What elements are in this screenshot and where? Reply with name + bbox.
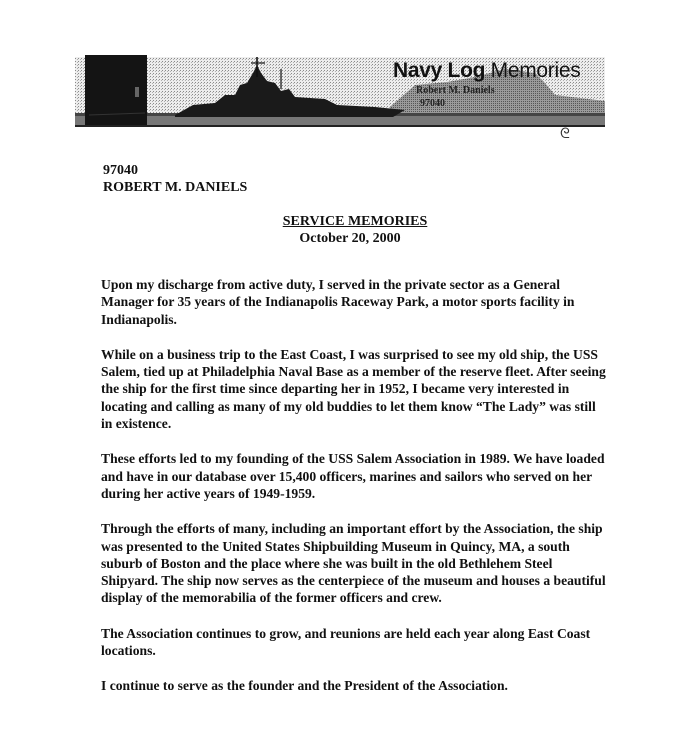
paragraph: Upon my discharge from active duty, I served in the private sector as a General Manager for 35 years of the Indianapolis Raceway Park, a motor sports facility in Indianapolis. xyxy=(101,277,575,327)
document-title: SERVICE MEMORIES xyxy=(282,214,428,229)
paragraph: The Association continues to grow, and reunions are held each year along East Coast locations. xyxy=(101,625,591,659)
banner-title: Navy Log Memories xyxy=(393,59,581,82)
handwritten-mark: ᘓ xyxy=(560,126,570,142)
record-id: 97040 xyxy=(103,163,138,178)
banner-author-name: Robert M. Daniels xyxy=(416,85,495,96)
paragraph: Through the efforts of many, including an important effort by the Association, the ship was presented to the United States Shipbuilding Museum in Quincy, MA, a south suburb of Boston and the place where she was built in the old Bethlehem Steel Shipyard. The ship now serves as the centerpiece of the museum and houses a beautiful display of the memorabilia of the former officers and crew. xyxy=(101,521,606,606)
paragraph: I continue to serve as the founder and the President of the Association. xyxy=(101,678,508,694)
paragraph: These efforts led to my founding of the USS Salem Association in 1989. We have loaded and have in our database over 15,400 officers, marines and sailors who served on her during her active years of 1949-1959. xyxy=(101,451,605,501)
banner-id: 97040 xyxy=(420,98,445,109)
document-date: October 20, 2000 xyxy=(299,231,401,246)
author-name: ROBERT M. DANIELS xyxy=(103,180,248,195)
paragraph: While on a business trip to the East Coast, I was surprised to see my old ship, the USS Salem, tied up at Philadelphia Naval Base as a member of the reserve fleet. After seeing the ship for the first time since departing her in 1952, I became very interested in locating and calling as many of my old buddies to let them know “The Lady” was still in existence. xyxy=(101,346,606,432)
navy-log-banner xyxy=(75,55,605,130)
document-body xyxy=(101,276,606,713)
